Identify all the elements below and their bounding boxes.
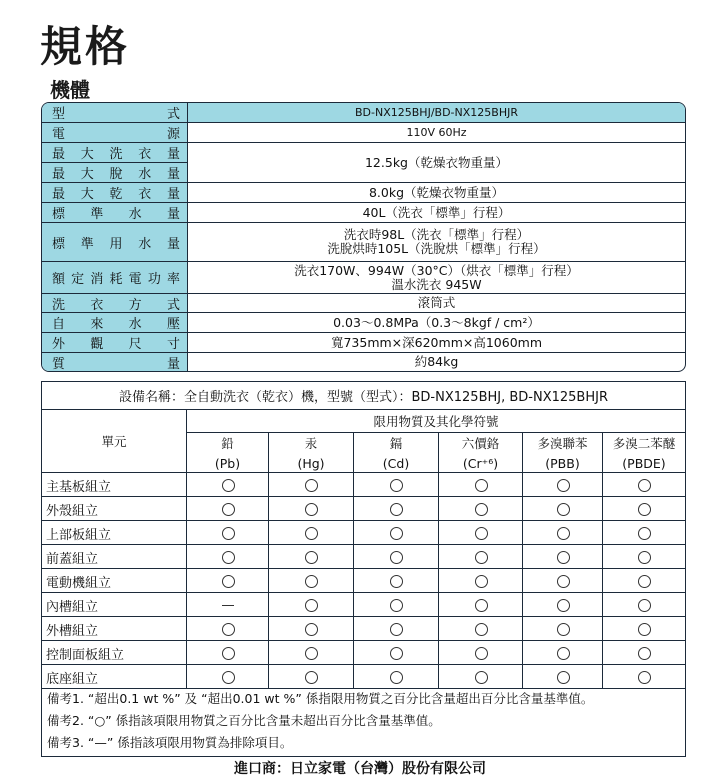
spec-row-power-consumption <box>42 262 685 293</box>
part-name: 電動機組立 <box>46 575 112 591</box>
circle-mark <box>222 647 235 660</box>
row-divider <box>42 222 187 223</box>
circle-mark <box>305 623 318 636</box>
substance-mark <box>603 641 685 665</box>
part-name: 底座組立 <box>46 671 99 687</box>
circle-mark <box>390 575 403 588</box>
row-divider <box>188 293 685 294</box>
substance-mark <box>187 665 269 689</box>
circle-mark <box>305 575 318 588</box>
part-name: 主基板組立 <box>46 479 112 495</box>
substance-mark <box>187 569 269 593</box>
substance-mark <box>439 521 523 545</box>
spec-value: 約84kg <box>414 354 459 369</box>
column-name: 鉛 <box>221 436 234 451</box>
grid-line <box>186 410 187 688</box>
substance-mark <box>354 617 439 641</box>
circle-mark <box>475 527 488 540</box>
row-divider <box>42 202 187 203</box>
spec-label: 洗衣方式 <box>52 297 180 313</box>
spec-value: 110V 60Hz <box>406 125 467 139</box>
part-name: 上部板組立 <box>46 527 112 543</box>
circle-mark <box>638 623 651 636</box>
spec-row-water-usage <box>42 223 685 261</box>
substance-mark <box>523 497 603 521</box>
substance-mark <box>439 473 523 497</box>
spec-label: 型式 <box>52 107 180 122</box>
spec-label: 自來水壓 <box>52 317 180 332</box>
circle-mark <box>638 647 651 660</box>
grid-line <box>42 664 685 665</box>
circle-mark <box>305 503 318 516</box>
spec-row-water-pressure <box>42 313 685 332</box>
circle-mark <box>222 623 235 636</box>
row-divider <box>188 312 685 313</box>
substance-mark <box>354 497 439 521</box>
substance-mark <box>269 569 354 593</box>
column-name: 六價鉻 <box>461 436 500 451</box>
circle-mark <box>475 551 488 564</box>
row-divider <box>42 122 187 123</box>
substance-mark <box>354 473 439 497</box>
grid-line <box>42 592 685 593</box>
row-divider <box>42 332 187 333</box>
circle-mark <box>638 671 651 684</box>
grid-line <box>42 544 685 545</box>
circle-mark <box>305 671 318 684</box>
substance-mark <box>603 545 685 569</box>
row-divider <box>42 352 187 353</box>
circle-mark <box>557 551 570 564</box>
circle-mark <box>222 503 235 516</box>
spec-value-line: 洗衣170W、994W（30°C）（烘衣「標準」行程） <box>294 262 579 278</box>
spec-row-std-water <box>42 203 685 222</box>
table-caption: 設備名稱：全自動洗衣（乾衣）機，型號（型式）：BD-NX125BHJ, BD-NX125BHJR <box>42 382 685 410</box>
spec-label: 電源 <box>52 127 180 142</box>
spec-value: 0.03～0.8MPa（0.3～8kgf / cm²） <box>333 314 540 330</box>
substance-mark <box>439 497 523 521</box>
spec-value: 8.0kg（乾燥衣物重量） <box>368 184 505 200</box>
row-divider <box>42 162 187 163</box>
unit-header: 單元 <box>101 434 127 449</box>
substance-mark <box>187 473 269 497</box>
importer-info: 進口商：日立家電（台灣）股份有限公司 <box>234 761 486 777</box>
row-divider <box>188 332 685 333</box>
substance-mark <box>269 665 354 689</box>
spec-value: BD-NX125BHJ/BD-NX125BHJR <box>188 103 685 122</box>
circle-mark <box>557 671 570 684</box>
spec-value: 滾筒式 <box>417 295 456 310</box>
substance-mark <box>439 641 523 665</box>
part-name: 外槽組立 <box>46 623 99 639</box>
spec-value-line: 溫水洗衣 945W <box>391 276 482 292</box>
substance-mark <box>187 521 269 545</box>
substance-mark <box>354 545 439 569</box>
spec-label: 額定消耗電功率 <box>52 272 180 287</box>
column-symbol: (Cr⁺⁶) <box>462 455 499 471</box>
column-symbol: (PBB) <box>545 455 580 471</box>
spec-table <box>41 102 686 372</box>
row-divider <box>42 312 187 313</box>
circle-mark <box>305 599 318 612</box>
circle-mark <box>305 551 318 564</box>
circle-mark <box>475 623 488 636</box>
substance-mark <box>187 545 269 569</box>
circle-mark <box>475 479 488 492</box>
substance-mark <box>603 593 685 617</box>
spec-row-wash-type <box>42 294 685 312</box>
circle-mark <box>638 503 651 516</box>
substance-mark <box>269 521 354 545</box>
substance-mark <box>439 545 523 569</box>
grid-line <box>268 432 269 688</box>
substance-mark <box>269 497 354 521</box>
circle-mark <box>222 551 235 564</box>
spec-value-line: 洗脫烘時105L（洗脫烘「標準」行程） <box>327 241 546 256</box>
page-title: 規格 <box>40 22 131 71</box>
substance-mark <box>187 497 269 521</box>
circle-mark <box>638 575 651 588</box>
circle-mark <box>475 503 488 516</box>
row-divider <box>42 142 187 143</box>
circle-mark <box>222 671 235 684</box>
circle-mark <box>557 527 570 540</box>
substance-mark <box>354 593 439 617</box>
column-symbol: (Pb) <box>214 455 241 471</box>
circle-mark <box>390 599 403 612</box>
substance-mark <box>187 641 269 665</box>
grid-line <box>187 432 685 433</box>
grid-line <box>42 640 685 641</box>
substance-mark <box>603 497 685 521</box>
circle-mark <box>557 575 570 588</box>
circle-mark <box>390 527 403 540</box>
substance-mark <box>269 545 354 569</box>
part-name: 內槽組立 <box>46 599 99 615</box>
circle-mark <box>557 647 570 660</box>
substance-mark <box>439 617 523 641</box>
substance-mark <box>354 641 439 665</box>
substance-mark <box>603 473 685 497</box>
substance-mark <box>523 545 603 569</box>
spec-label: 最大脫水量 <box>52 167 180 182</box>
circle-mark <box>638 479 651 492</box>
substance-mark <box>523 593 603 617</box>
circle-mark <box>475 575 488 588</box>
substance-mark <box>603 521 685 545</box>
substance-mark <box>187 593 269 617</box>
substance-mark <box>269 617 354 641</box>
column-name: 多溴二苯醚 <box>612 436 676 451</box>
grid-line <box>602 432 603 688</box>
section-title: 機體 <box>50 78 90 102</box>
circle-mark <box>638 599 651 612</box>
substance-mark <box>354 569 439 593</box>
substance-table <box>41 381 686 757</box>
substance-mark <box>269 593 354 617</box>
substance-mark <box>603 665 685 689</box>
circle-mark <box>638 551 651 564</box>
circle-mark <box>222 527 235 540</box>
part-name: 外殼組立 <box>46 503 99 519</box>
spec-row-weight <box>42 353 685 371</box>
row-divider <box>188 261 685 262</box>
grid-line <box>522 432 523 688</box>
spec-value: 40L（洗衣「標準」行程） <box>362 204 511 220</box>
substance-mark <box>269 473 354 497</box>
substance-mark <box>523 569 603 593</box>
circle-mark <box>305 479 318 492</box>
circle-mark <box>390 503 403 516</box>
row-divider <box>188 202 685 203</box>
row-divider <box>188 182 685 183</box>
spec-label: 最大洗衣量 <box>52 147 180 162</box>
row-divider <box>188 122 685 123</box>
circle-mark <box>557 503 570 516</box>
column-symbol: (PBDE) <box>622 455 666 471</box>
grid-line <box>42 568 685 569</box>
substance-mark <box>523 521 603 545</box>
circle-mark <box>305 647 318 660</box>
circle-mark <box>390 623 403 636</box>
dash-mark <box>222 605 234 606</box>
substance-mark <box>439 569 523 593</box>
spec-value: 12.5kg（乾燥衣物重量） <box>364 154 508 170</box>
spec-value-line: 洗衣時98L（洗衣「標準」行程） <box>343 227 530 242</box>
spec-row-max-dry <box>42 183 685 202</box>
group-header: 限用物質及其化學符號 <box>373 414 499 429</box>
row-divider <box>42 293 187 294</box>
row-divider <box>188 352 685 353</box>
spec-row-dimensions <box>42 333 685 352</box>
spec-value: 寬735mm×深620mm×高1060mm <box>330 334 543 350</box>
substance-mark <box>603 569 685 593</box>
spec-row-model <box>42 103 685 122</box>
circle-mark <box>305 527 318 540</box>
circle-mark <box>557 599 570 612</box>
note-1: 備考1. “超出0.1 wt %” 及 “超出0.01 wt %” 係指限用物質之百分比含量超出百分比含量基準值。 <box>47 691 594 706</box>
note-3: 備考3. “—” 係指該項限用物質為排除項目。 <box>47 735 293 750</box>
row-divider <box>42 261 187 262</box>
circle-mark <box>557 623 570 636</box>
substance-mark <box>523 473 603 497</box>
column-symbol: (Cd) <box>382 455 410 471</box>
circle-mark <box>475 647 488 660</box>
grid-line <box>42 472 685 473</box>
circle-mark <box>390 671 403 684</box>
substance-mark <box>439 593 523 617</box>
column-name: 汞 <box>304 436 318 451</box>
circle-mark <box>475 671 488 684</box>
note-2: 備考2. “○” 係指該項限用物質之百分比含量未超出百分比含量基準值。 <box>47 713 441 728</box>
grid-line <box>42 616 685 617</box>
circle-mark <box>390 647 403 660</box>
grid-line <box>438 432 439 688</box>
circle-mark <box>638 527 651 540</box>
circle-mark <box>557 479 570 492</box>
column-name: 鎘 <box>389 436 403 451</box>
spec-label: 標準用水量 <box>52 236 180 252</box>
circle-mark <box>390 551 403 564</box>
substance-mark <box>187 617 269 641</box>
grid-line <box>42 520 685 521</box>
spec-label: 最大乾衣量 <box>52 187 180 202</box>
circle-mark <box>475 599 488 612</box>
row-divider <box>42 182 187 183</box>
substance-mark <box>354 665 439 689</box>
substance-mark <box>523 665 603 689</box>
substance-mark <box>523 641 603 665</box>
substance-mark <box>354 521 439 545</box>
circle-mark <box>390 479 403 492</box>
part-name: 前蓋組立 <box>46 551 99 567</box>
grid-line <box>42 688 685 689</box>
spec-label: 外觀尺寸 <box>52 337 180 352</box>
column-symbol: (Hg) <box>297 455 325 471</box>
grid-line <box>42 496 685 497</box>
column-name: 多溴聯苯 <box>537 436 588 451</box>
substance-mark <box>439 665 523 689</box>
substance-mark <box>603 617 685 641</box>
row-divider <box>188 222 685 223</box>
substance-mark <box>269 641 354 665</box>
grid-line <box>353 432 354 688</box>
spec-label: 標準水量 <box>52 207 180 222</box>
circle-mark <box>222 575 235 588</box>
substance-mark <box>523 617 603 641</box>
row-divider <box>188 142 685 143</box>
spec-row-power <box>42 123 685 142</box>
part-name: 控制面板組立 <box>46 647 125 663</box>
circle-mark <box>222 479 235 492</box>
spec-label: 質量 <box>52 356 180 372</box>
